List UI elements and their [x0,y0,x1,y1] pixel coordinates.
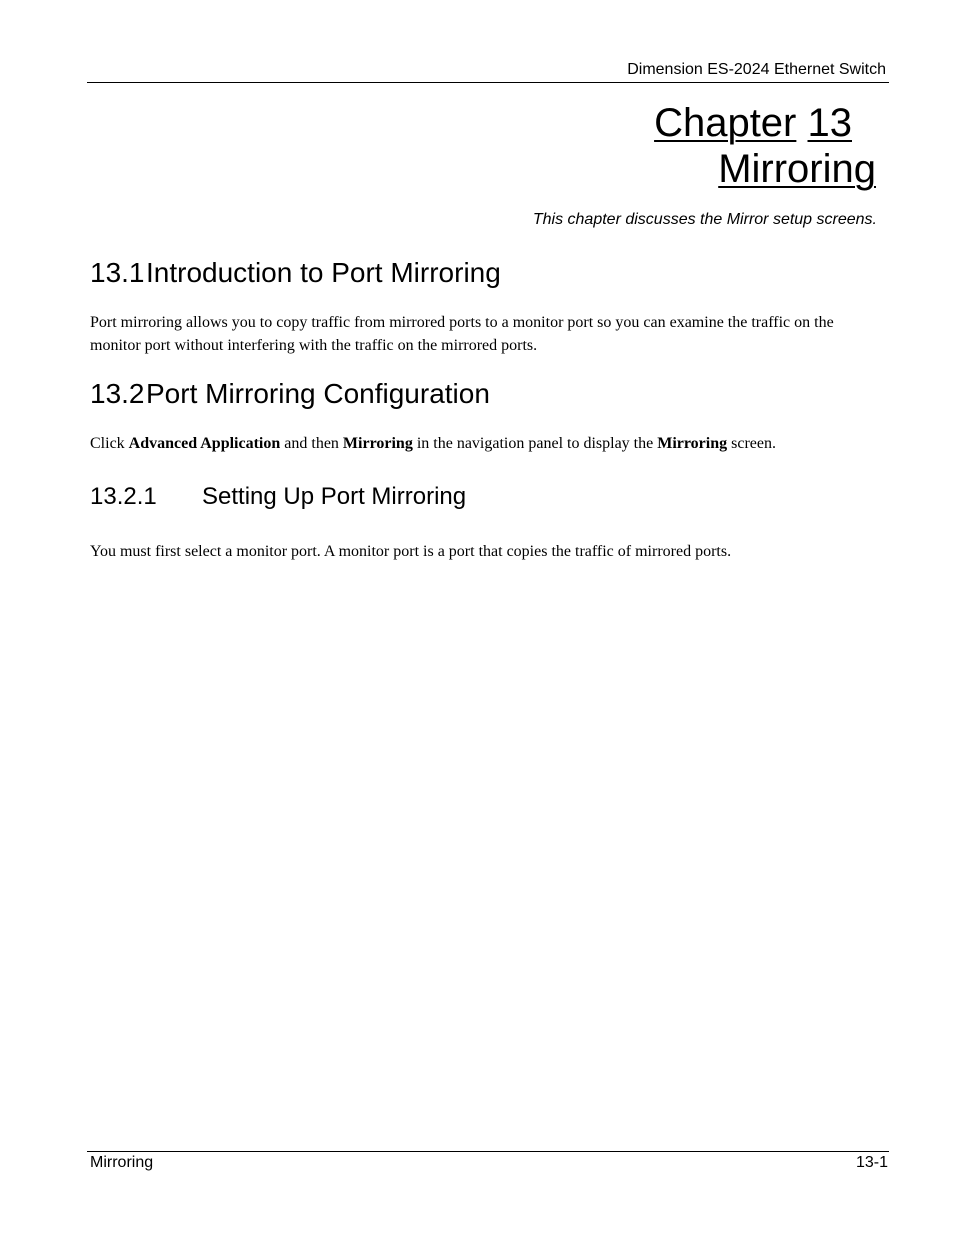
chapter-number: 13 [807,101,852,145]
chapter-title-line [718,146,876,192]
footer-rule [87,1151,889,1152]
ui-term: Mirroring [342,435,413,452]
section-paragraph: You must first select a monitor port. A monitor port is a port that copies the traffic of mirrored ports. [90,543,732,560]
text-run: screen. [727,435,776,452]
chapter-heading-line [654,100,852,146]
text-run: Click [90,435,129,452]
chapter-intro: This chapter discusses the Mirror setup screens. [532,211,877,228]
subsection-heading [90,482,466,512]
running-header: Dimension ES-2024 Ethernet Switch [627,61,886,78]
subsection-number: 13.2.1 [90,483,157,510]
section-title: Port Mirroring Configuration [146,378,490,409]
ui-term: Advanced Application [128,435,281,452]
footer-page-number: 13-1 [855,1154,888,1171]
footer-chapter-name: Mirroring [90,1154,154,1171]
section-heading [90,377,490,411]
section-heading [90,256,501,290]
section-title: Introduction to Port Mirroring [146,257,501,288]
ui-term: Mirroring [657,435,728,452]
text-run: and then [280,435,343,452]
subsection-title: Setting Up Port Mirroring [202,483,467,510]
section-number: 13.2 [90,378,145,409]
section-paragraph [90,432,880,455]
text-run: in the navigation panel to display the [412,435,658,452]
header-rule [87,82,889,83]
chapter-word: Chapter [654,101,797,145]
section-number: 13.1 [90,257,145,288]
section-paragraph: Port mirroring allows you to copy traffic from mirrored ports to a monitor port so you can examine the traffic on the monitor port without interfering with the traffic on the mirrored ports. [90,314,834,354]
chapter-title: Mirroring [718,147,876,191]
